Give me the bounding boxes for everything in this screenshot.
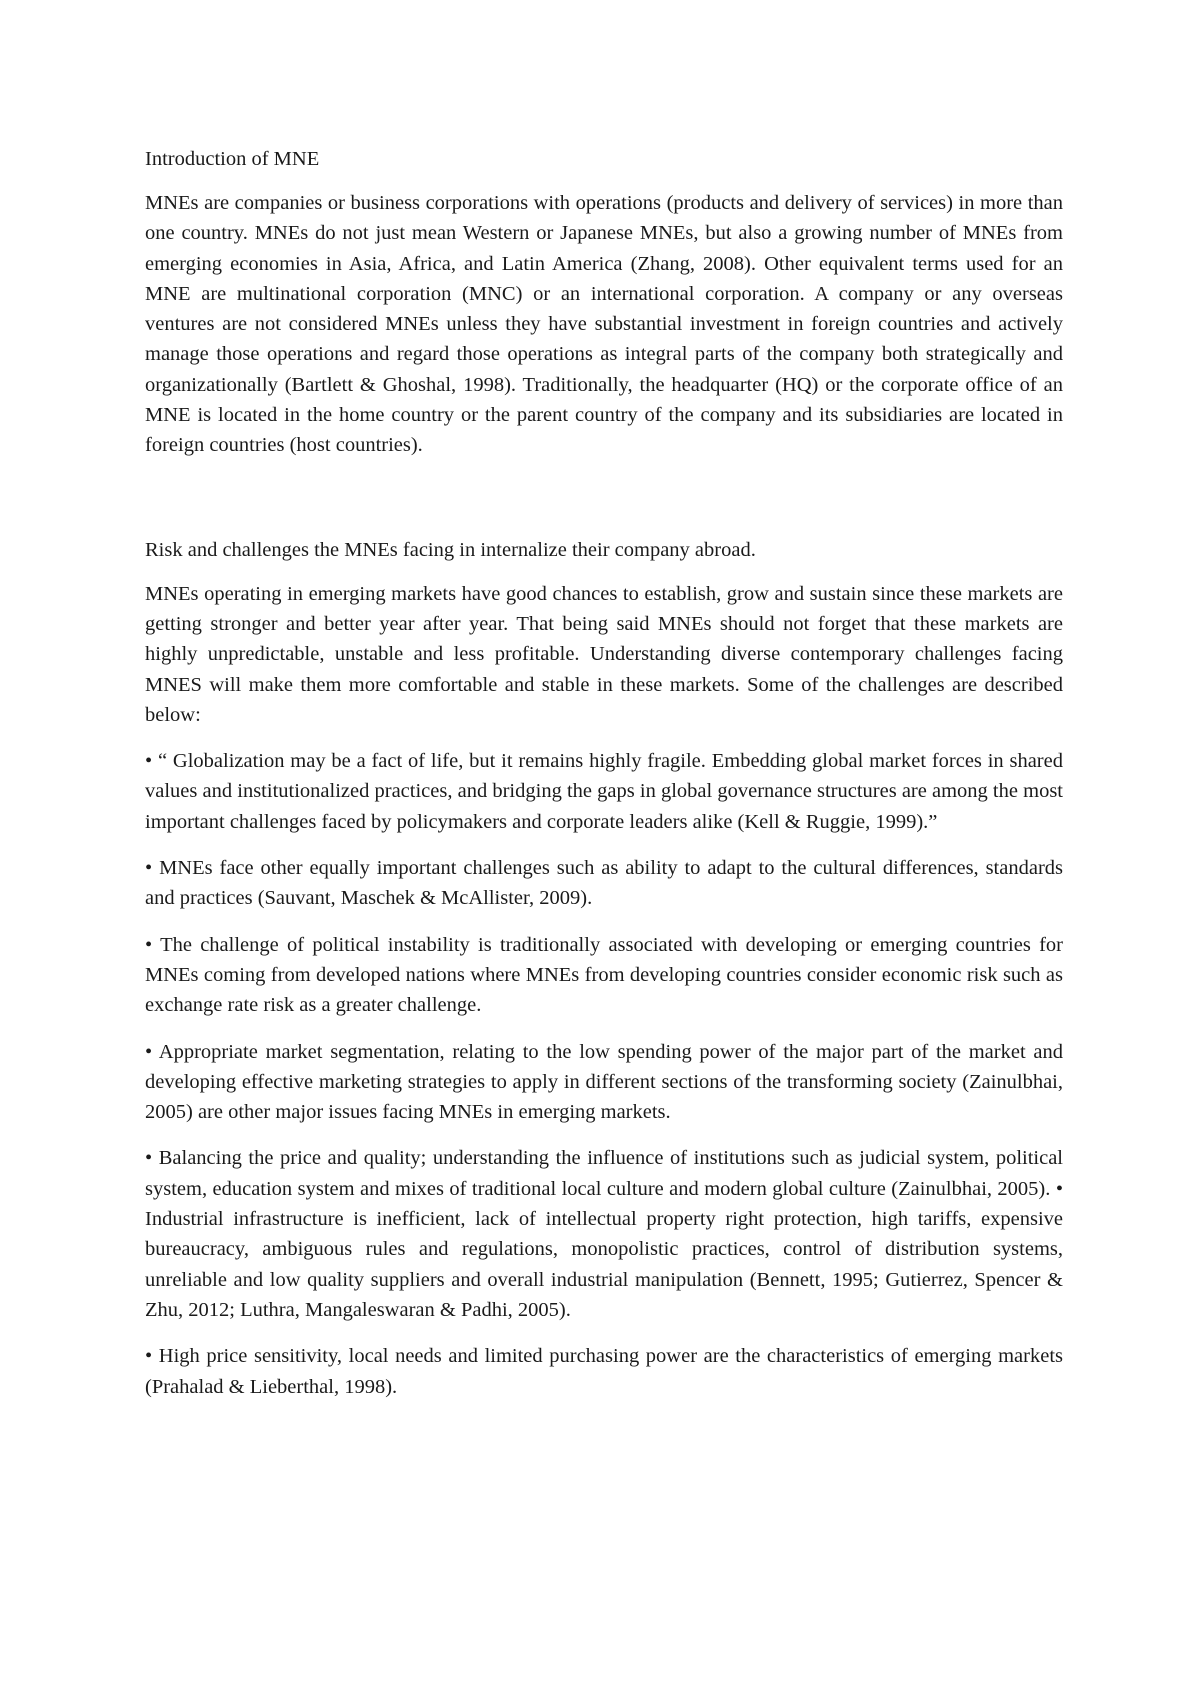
bullet-paragraph: • MNEs face other equally important challenges such as ability to adapt to the cultural differences, standards and practices (Sauvant, Maschek & McAllister, 2009). xyxy=(145,857,1063,910)
document-page xyxy=(145,144,1063,1418)
section-heading-introduction: Introduction of MNE xyxy=(145,148,320,170)
bullet-paragraph: • “ Globalization may be a fact of life, but it remains highly fragile. Embedding global market forces in shared values and institutionalized practices, and bridging the gaps in global governance structures are among the most important challenges faced by policymakers and corporate leaders alike (Kell & Ruggie, 1999).” xyxy=(145,750,1063,833)
introduction-paragraph: MNEs are companies or business corporations with operations (products and delivery of services) in more than one country. MNEs do not just mean Western or Japanese MNEs, but also a growing number of MNEs from emerging economies in Asia, Africa, and Latin America (Zhang, 2008). Other equivalent terms used for an MNE are multinational corporation (MNC) or an international corporation. A company or any overseas ventures are not considered MNEs unless they have substantial investment in foreign countries and actively manage those operations and regard those operations as integral parts of the company both strategically and organizationally (Bartlett & Ghoshal, 1998). Traditionally, the headquarter (HQ) or the corporate office of an MNE is located in the home country or the parent country of the company and its subsidiaries are located in foreign countries (host countries). xyxy=(145,192,1063,457)
section-spacer xyxy=(145,477,1063,535)
bullet-paragraph: • High price sensitivity, local needs and limited purchasing power are the characteristics of emerging markets (Prahalad & Lieberthal, 1998). xyxy=(145,1345,1063,1398)
risks-intro-paragraph: MNEs operating in emerging markets have good chances to establish, grow and sustain since these markets are getting stronger and better year after year. That being said MNEs should not forget that these markets are highly unpredictable, unstable and less profitable. Understanding diverse contemporary challenges facing MNES will make them more comfortable and stable in these markets. Some of the challenges are described below: xyxy=(145,582,1063,726)
bullet-paragraph: • Appropriate market segmentation, relating to the low spending power of the major part of the market and developing effective marketing strategies to apply in different sections of the transforming society (Zainulbhai, 2005) are other major issues facing MNEs in emerging markets. xyxy=(145,1040,1063,1124)
bullet-paragraph: • Balancing the price and quality; understanding the influence of institutions such as judicial system, political system, education system and mixes of traditional local culture and modern global culture (Zainulbhai, 2005). • Industrial infrastructure is inefficient, lack of intellectual property right protection, high tariffs, expensive bureaucracy, ambiguous rules and regulations, monopolistic practices, control of distribution systems, unreliable and low quality suppliers and overall industrial manipulation (Bennett, 1995; Gutierrez, Spencer & Zhu, 2012; Luthra, Mangaleswaran & Padhi, 2005). xyxy=(145,1147,1063,1321)
bullet-paragraph: • The challenge of political instability is traditionally associated with developing or emerging countries for MNEs coming from developed nations where MNEs from developing countries consider economic risk such as exchange rate risk as a greater challenge. xyxy=(145,933,1063,1017)
section-heading-risks: Risk and challenges the MNEs facing in internalize their company abroad. xyxy=(145,538,756,561)
